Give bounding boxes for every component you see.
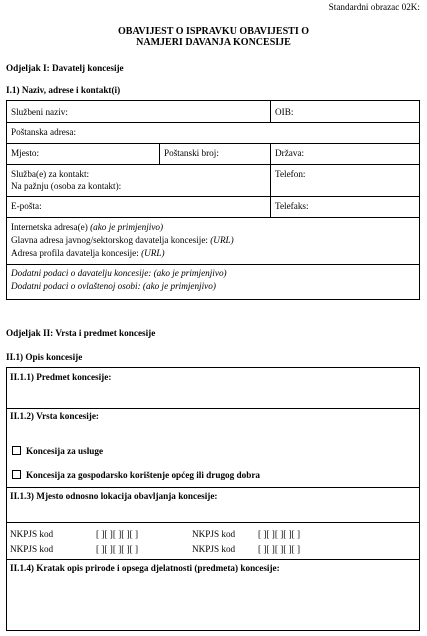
fax-field[interactable]: Telefaks: [275, 201, 309, 211]
section1-heading: Odjeljak I: Davatelj koncesije [6, 63, 124, 73]
internet-address-label: Internetska adresa(e) [11, 222, 88, 232]
section2-heading: Odjeljak II: Vrsta i predmet koncesije [6, 328, 156, 338]
profile-address-note: (URL) [141, 248, 165, 258]
nkpjs-label-3: NKPJS kod [10, 544, 54, 554]
attention-field[interactable]: Na pažnju (osoba za kontakt): [11, 181, 122, 191]
additional-info-authority[interactable]: Dodatni podaci o davatelju koncesije: (ako je primjenjivo) [11, 268, 227, 278]
goods-checkbox[interactable] [12, 470, 21, 479]
option-goods[interactable] [12, 470, 260, 481]
profile-address-field[interactable] [11, 248, 165, 259]
nkpjs-label-2: NKPJS kod [192, 529, 236, 539]
location-field[interactable]: II.1.3) Mjesto odnosno lokacija obavljanja koncesije: [10, 491, 218, 501]
phone-field[interactable]: Telefon: [275, 169, 306, 179]
nkpjs-code-4[interactable]: [ ][ ][ ][ ][ ] [258, 544, 301, 554]
option-goods-label: Koncesija za gospodarsko korištenje općeg ili drugog dobra [26, 470, 261, 480]
contracting-authority-table [6, 100, 420, 300]
official-name-field[interactable]: Službeni naziv: [11, 107, 68, 117]
section1-subheading: I.1) Naziv, adrese i kontakt(i) [6, 85, 121, 95]
additional-info-person[interactable]: Dodatni podaci o ovlaštenoj osobi: (ako je primjenjivo) [11, 281, 216, 291]
profile-address-label: Adresa profila davatelja koncesije: [11, 248, 139, 258]
email-field[interactable]: E-pošta: [11, 201, 42, 211]
document-title-line2: NAMJERI DAVANJA KONCESIJE [136, 37, 291, 48]
country-field[interactable]: Država: [275, 148, 305, 158]
document-title-line1: OBAVIJEST O ISPRAVKU OBAVIJESTI O [118, 26, 309, 37]
oib-field[interactable]: OIB: [275, 107, 294, 117]
section2-subheading: II.1) Opis koncesije [6, 352, 83, 362]
main-address-label: Glavna adresa javnog/sektorskog davatelja koncesije: [11, 235, 208, 245]
form-code: Standardni obrazac 02K: [328, 2, 420, 12]
nkpjs-code-1[interactable]: [ ][ ][ ][ ][ ] [96, 529, 139, 539]
concession-description-table [6, 367, 420, 631]
main-address-note: (URL) [210, 235, 234, 245]
description-field[interactable]: II.1.4) Kratak opis prirode i opsega djelatnosti (predmeta) koncesije: [10, 563, 280, 573]
services-checkbox[interactable] [12, 446, 21, 455]
subject-field[interactable]: II.1.1) Predmet koncesije: [10, 372, 112, 382]
nkpjs-code-3[interactable]: [ ][ ][ ][ ][ ] [96, 544, 139, 554]
postal-address-field[interactable]: Poštanska adresa: [11, 127, 77, 137]
type-label: II.1.2) Vrsta koncesije: [10, 411, 99, 421]
postal-code-field[interactable]: Poštanski broj: [164, 148, 219, 158]
nkpjs-label-1: NKPJS kod [10, 529, 54, 539]
main-address-field[interactable] [11, 235, 234, 246]
internet-address-field[interactable] [11, 222, 163, 233]
city-field[interactable]: Mjesto: [11, 148, 40, 158]
nkpjs-code-2[interactable]: [ ][ ][ ][ ][ ] [258, 529, 301, 539]
nkpjs-label-4: NKPJS kod [192, 544, 236, 554]
option-services-label: Koncesija za usluge [26, 446, 104, 456]
internet-address-note: (ako je primjenjivo) [90, 222, 164, 232]
contact-service-field[interactable]: Služba(e) za kontakt: [11, 169, 90, 179]
option-services[interactable] [12, 446, 103, 457]
